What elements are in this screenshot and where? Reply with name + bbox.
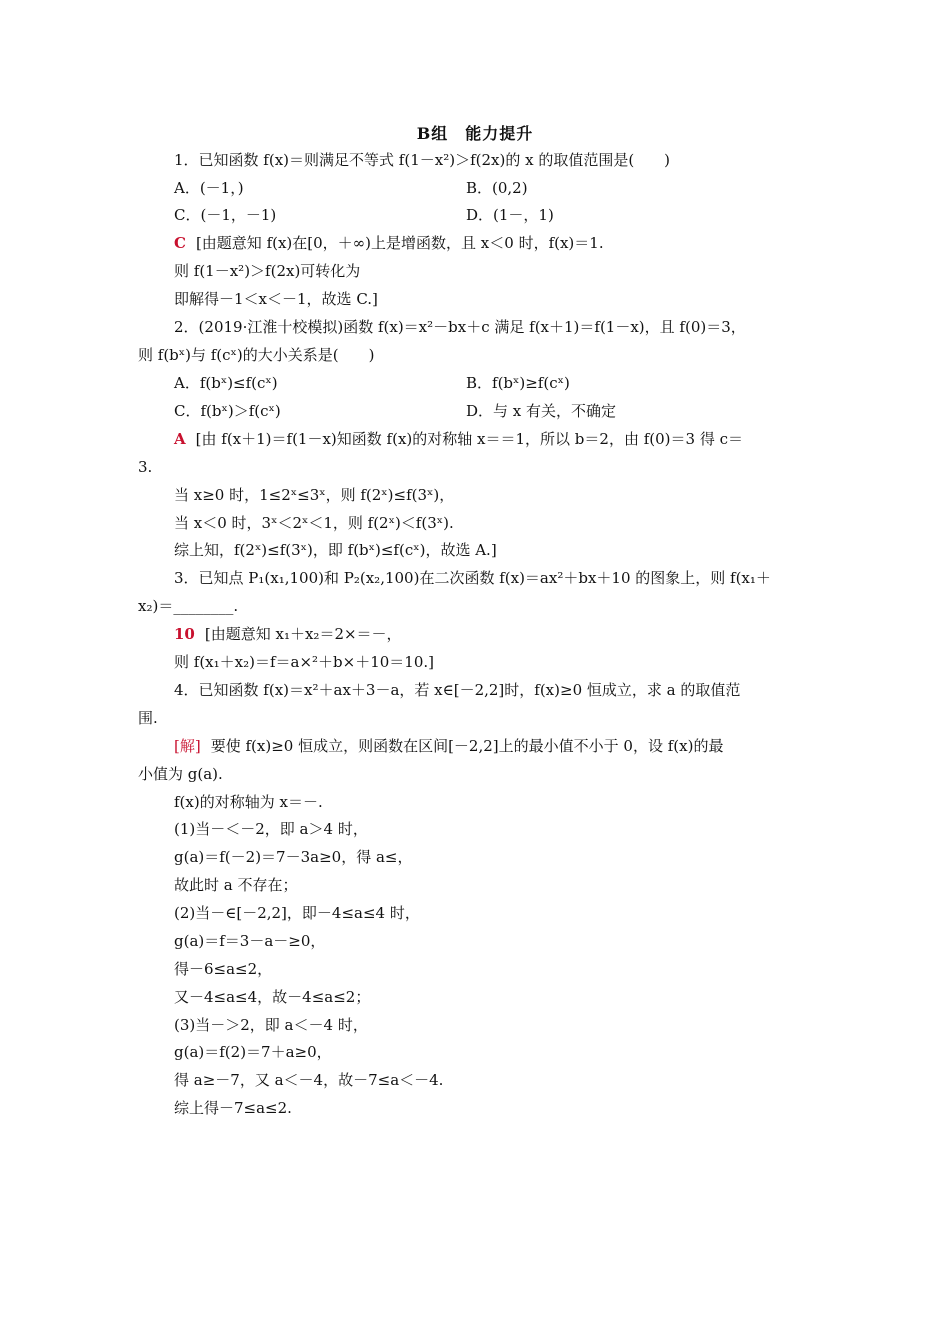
- q1-solution-line1: [174, 232, 854, 254]
- q1-solution-line2: 则 f(1－x²)＞f(2x)可转化为: [174, 262, 361, 280]
- q2-option-b: B．f(bˣ)≥f(cˣ): [466, 374, 570, 392]
- q3-stem-line2: x₂)＝________.: [138, 597, 239, 615]
- q1-option-b: B．(0,2): [466, 179, 528, 197]
- q2-solution-text: [由 f(x＋1)＝f(1－x)知函数 f(x)的对称轴 x＝＝1，所以 b＝2，由 f(0)＝3 得 c＝: [195, 430, 743, 448]
- q2-option-d: D．与 x 有关，不确定: [466, 402, 617, 420]
- q1-solution-text: [由题意知 f(x)在[0，＋∞)上是增函数，且 x＜0 时，f(x)＝1.: [195, 234, 604, 252]
- q3-solution-line1: [174, 623, 854, 645]
- q3-stem-line1: 3．已知点 P₁(x₁,100)和 P₂(x₂,100)在二次函数 f(x)＝ax²＋bx＋10 的图象上，则 f(x₁＋: [174, 569, 771, 587]
- q1-option-c: C．(－1，－1): [174, 206, 277, 224]
- q4-step-4: g(a)＝f(－2)＝7－3a≥0，得 a≤，: [174, 848, 413, 866]
- q4-step-8: 得－6≤a≤2，: [174, 960, 273, 978]
- q2-solution-line3: 当 x＜0 时，3ˣ＜2ˣ＜1，则 f(2ˣ)＜f(3ˣ).: [174, 514, 454, 532]
- q4-solution-line1: [174, 735, 854, 757]
- section-title: B组 能力提升: [416, 124, 534, 143]
- q1-stem: 1．已知函数 f(x)＝则满足不等式 f(1－x²)＞f(2x)的 x 的取值范围是( ): [174, 151, 671, 169]
- q2-solution-line2: 当 x≥0 时，1≤2ˣ≤3ˣ，则 f(2ˣ)≤f(3ˣ)，: [174, 486, 455, 504]
- q4-step-10: (3)当－＞2，即 a＜－4 时，: [174, 1016, 368, 1034]
- q4-solution-text: 要使 f(x)≥0 恒成立，则函数在区间[－2,2]上的最小值不小于 0，设 f(x)的最: [210, 737, 724, 755]
- q2-stem-line2: 则 f(bˣ)与 f(cˣ)的大小关系是( ): [138, 346, 375, 364]
- q4-step-13: 综上得－7≤a≤2.: [174, 1099, 292, 1117]
- q4-step-2: f(x)的对称轴为 x＝－.: [174, 793, 323, 811]
- q2-solution-line4: 综上知，f(2ˣ)≤f(3ˣ)，即 f(bˣ)≤f(cˣ)，故选 A.]: [174, 541, 497, 559]
- q4-solution-tag: [解]: [174, 737, 201, 755]
- q2-option-c: C．f(bˣ)＞f(cˣ): [174, 402, 281, 420]
- q4-step-3: (1)当－＜－2，即 a＞4 时，: [174, 820, 368, 838]
- q3-answer: 10: [174, 625, 195, 643]
- q2-option-a: A．f(bˣ)≤f(cˣ): [174, 374, 278, 392]
- q4-step-7: g(a)＝f＝3－a－≥0，: [174, 932, 326, 950]
- q1-answer: C: [174, 234, 186, 252]
- q4-step-9: 又－4≤a≤4，故－4≤a≤2；: [174, 988, 371, 1006]
- q4-step-12: 得 a≥－7，又 a＜－4，故－7≤a＜－4.: [174, 1071, 444, 1089]
- q2-solution-line1: [174, 428, 854, 450]
- q2-stem-line1: 2．(2019·江淮十校模拟)函数 f(x)＝x²－bx＋c 满足 f(x＋1)＝f(1－x)，且 f(0)＝3，: [174, 318, 746, 336]
- q3-solution-line2: 则 f(x₁＋x₂)＝f＝a×²＋b×＋10＝10.]: [174, 653, 435, 671]
- q2-answer: A: [174, 430, 186, 448]
- q1-option-a: A．(－1，): [174, 179, 244, 197]
- q1-solution-line3: 即解得－1＜x＜－1，故选 C.]: [174, 290, 378, 308]
- q4-step-11: g(a)＝f(2)＝7＋a≥0，: [174, 1043, 332, 1061]
- q1-option-d: D．(1－，1): [466, 206, 554, 224]
- q4-step-5: 故此时 a 不存在；: [174, 876, 298, 894]
- q4-stem-line2: 围.: [138, 709, 158, 727]
- q4-stem-line1: 4．已知函数 f(x)＝x²＋ax＋3－a，若 x∈[－2,2]时，f(x)≥0 恒成立，求 a 的取值范: [174, 681, 741, 699]
- q4-solution-line1b: 小值为 g(a).: [138, 765, 223, 783]
- q4-step-6: (2)当－∈[－2,2]，即－4≤a≤4 时，: [174, 904, 420, 922]
- q3-solution-text: [由题意知 x₁＋x₂＝2×＝－，: [204, 625, 402, 643]
- q2-solution-line1b: 3.: [138, 458, 153, 476]
